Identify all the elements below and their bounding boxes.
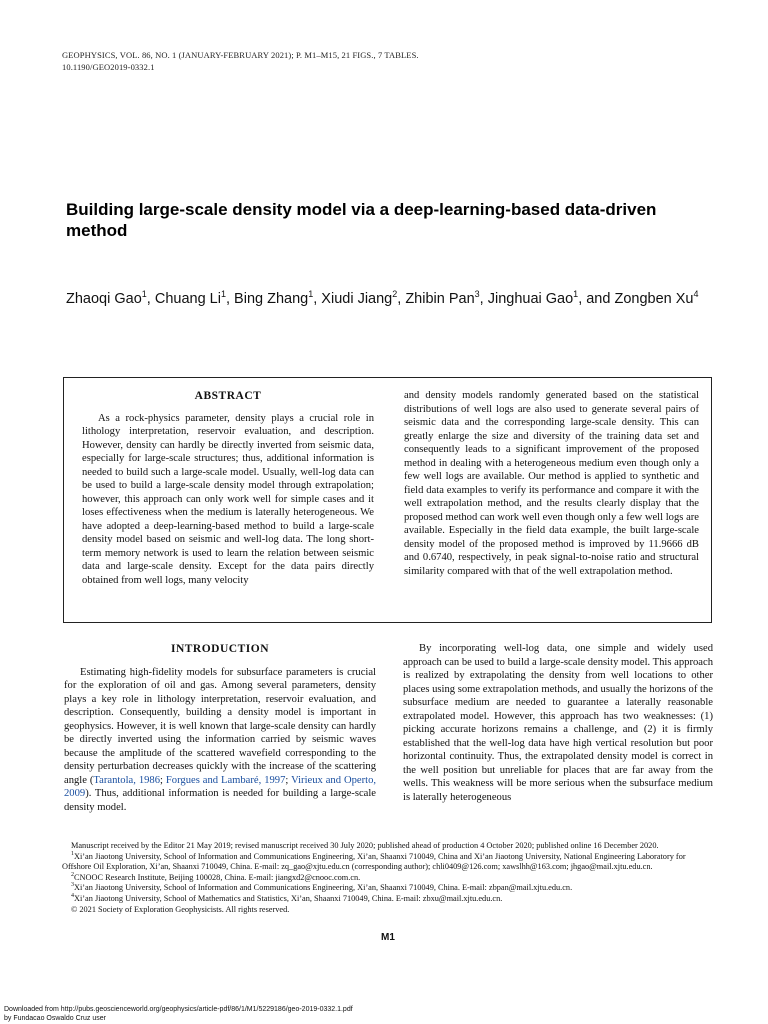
download-user-line: by Fundacao Oswaldo Cruz user <box>4 1015 106 1022</box>
abstract-heading: ABSTRACT <box>194 390 262 402</box>
abstract-right-column <box>404 389 699 578</box>
affiliation-2: $^2$CNOOC Research Institute, Beijing 100028, China. E-mail: jiangxd2@cnooc.com.cn. <box>71 872 361 882</box>
citation-link[interactable]: Virieux and Operto, 2009 <box>64 774 377 799</box>
abstract-box <box>63 377 712 623</box>
author: Bing Zhang$^1$, <box>234 289 322 307</box>
citation-link[interactable]: Tarantola, 1986 <box>93 774 161 786</box>
affiliation-4: $^4$Xi’an Jiaotong University, School of Mathematics and Statistics, Xi’an, Shaanxi 710049, China. E-mail: zbxu@mail.xjtu.edu.cn. <box>71 893 503 903</box>
introduction-heading: INTRODUCTION <box>170 643 269 655</box>
abstract-text-left: As a rock-physics parameter, density plays a crucial role in lithology interpretation, reservoir evaluation, and description. However, density can hardly be directly inverted from seismic data, especially for large-scale structures; thus, additional information is needed to build such a large-scale model. Usually, well-log data can be used to build a large-scale density model through extrapolation; however, this approach can only work well for simple cases and it loses effectiveness when the medium is laterally heterogeneous. We have adopted a deep-learning-based method to build a large-scale density model based on seismic and well-log data. The long short-term memory network is used to learn the relation between seismic data and large-scale density. Except for the data pairs directly obtained from well logs, many velocity <box>82 412 374 586</box>
author: Jinghuai Gao$^1$, and <box>487 289 615 307</box>
author-list <box>66 289 726 309</box>
author: Zhibin Pan$^3$, <box>405 289 488 307</box>
paper-title: Building large-scale density model via a deep-learning-based data-driven method <box>66 200 657 240</box>
author: Xiudi Jiang$^2$, <box>321 289 406 307</box>
copyright-line: © 2021 Society of Exploration Geophysicists. All rights reserved. <box>71 904 290 914</box>
introduction-paragraph-2: By incorporating well-log data, one simple and widely used approach can be used to build a large-scale density model. This approach is realized by extrapolating the density from well locations to other places using some extrapolation methods, and usually the horizons of the subsurface medium are needed to guarantee a laterally reasonable extrapolated model. However, this approach has two weaknesses: (1) picking accurate horizons remains a challenge, and (2) it is firmly established that the well-log data have high vertical resolution but poor horizontal continuity. Thus, the extrapolated density model is correct in the well position but unreliable for places that are far away from the wells. This weakness will be more serious when the subsurface medium is laterally heterogeneous <box>403 643 713 803</box>
abstract-left-column <box>82 390 374 587</box>
author: Zhaoqi Gao$^1$, <box>66 289 155 307</box>
footnotes <box>62 841 716 915</box>
page-number: M1 <box>381 932 395 943</box>
doi-line: 10.1190/GEO2019-0332.1 <box>62 62 155 72</box>
introduction-paragraph-1: Estimating high-fidelity models for subsurface parameters is crucial for the exploration of oil and gas. Among several parameters, density plays a key role in lithology interpretation, reservoir evaluation, and description. Consequently, building a density model is important in geophysics. However, it is well known that large-scale density can hardly be directly inverted using the information carried by seismic waves because the amplitude of the scattered wavefield corresponding to the density perturbation decreases quickly with the increase of the scattering angle (Tarantola, 1986; Forgues and Lambaré, 1997; Virieux and Operto, 2009). Thus, additional information is needed for building a large-scale density model. <box>64 666 377 813</box>
abstract-text-right: and density models randomly generated based on the statistical distributions of well logs are also used to generate several pairs of seismic data and the corresponding large-scale density. This can greatly enlarge the size and diversity of the training data set and consequently leads to a significant improvement of the proposed method in dealing with a heterogeneous medium even though only a few well logs are available. Our method is applied to synthetic and field data examples to verify its performance and compare it with the well extrapolation method, and the results clearly display that the proposed method can work well even though only a few well logs are available. Especially in the field data example, the built large-scale density model of the proposed method is improved by 11.9666 dB and 0.6740, respectively, in peak signal-to-noise ratio and structural similarity compared with that of the well extrapolation method. <box>404 390 699 577</box>
download-url-line: Downloaded from http://pubs.geoscienceworld.org/geophysics/article-pdf/86/1/M1/5229186/geo-2019-0332.1.pdf <box>4 1006 353 1013</box>
author: Zongben Xu$^4$ <box>614 289 699 307</box>
introduction-right-column <box>403 642 713 804</box>
affiliation-3: $^3$Xi’an Jiaotong University, School of Information and Communications Engineering, Xi’an, Shaanxi 710049, China. E-mail: zbpan@mail.xjtu.edu.cn. <box>71 882 573 893</box>
download-watermark <box>4 1005 353 1023</box>
introduction-left-column <box>64 643 376 814</box>
author: Chuang Li$^1$, <box>154 289 235 307</box>
journal-header <box>62 49 419 73</box>
manuscript-received-note: Manuscript received by the Editor 21 May 2019; revised manuscript received 30 July 2020; published ahead of production 4 October 2020; published online 16 December 2020. <box>71 841 659 850</box>
citation-link[interactable]: Forgues and Lambaré, 1997 <box>165 774 286 786</box>
affiliation-1: $^1$Xi’an Jiaotong University, School of Information and Communications Engineering, Xi’an, Shaanxi 710049, China and Xi’an Jiaotong University, National Engineering Laboratory for Offshore Oil Exploration, Xi’an, Shaanxi 710049, China. E-mail: zq_gao@xjtu.edu.cn (corresponding author); chli0409@126.com; xawslhh@163.com; jhgao@mail.xjtu.edu.cn. <box>62 850 686 872</box>
journal-citation-line: GEOPHYSICS, VOL. 86, NO. 1 (JANUARY-FEBRUARY 2021); P. M1–M15, 21 FIGS., 7 TABLES. <box>62 50 419 60</box>
